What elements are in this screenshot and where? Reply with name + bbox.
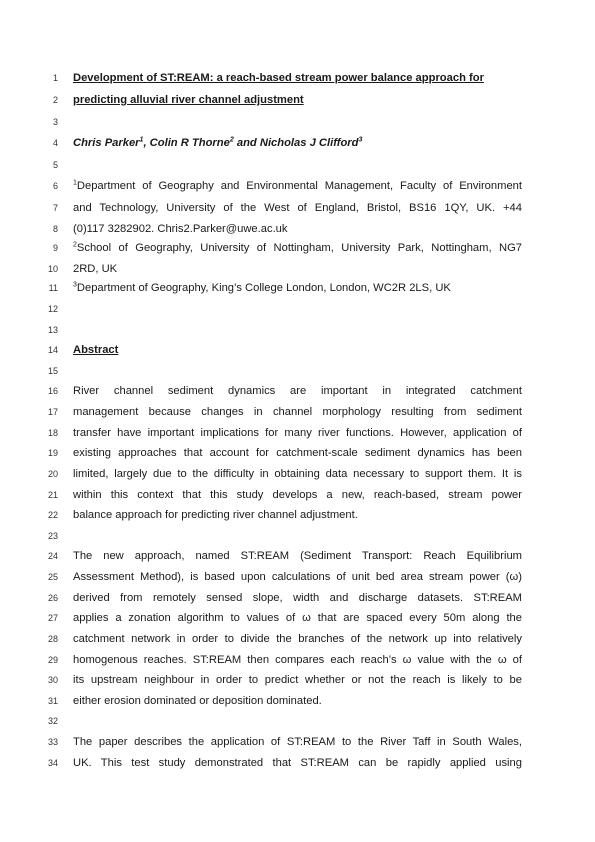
line-number: 27 (47, 613, 58, 623)
manuscript-line (0, 361, 595, 381)
abstract-text-line: its upstream neighbour in order to predict whether or not the reach is likely to be (73, 674, 522, 686)
line-number: 7 (52, 203, 58, 213)
line-number: 24 (47, 551, 58, 561)
line-number: 1 (52, 73, 58, 83)
line-number: 33 (47, 737, 58, 747)
affiliation-marker: 1 (139, 136, 144, 144)
line-number: 5 (52, 160, 58, 170)
manuscript-line (0, 381, 595, 401)
abstract-text-line: management because changes in channel morphology resulting from sediment (73, 406, 522, 418)
manuscript-line (0, 176, 595, 196)
affiliation-2-line-2: 2RD, UK (73, 263, 118, 275)
manuscript-line (0, 629, 595, 649)
line-number: 22 (47, 510, 58, 520)
line-number: 8 (52, 224, 58, 234)
author-list (73, 133, 522, 153)
line-number: 9 (52, 243, 58, 253)
abstract-text-line: UK. This test study demonstrated that ST:REAM can be rapidly applied using (73, 757, 522, 769)
manuscript-line (0, 90, 595, 110)
abstract-text-line: homogenous reaches. ST:REAM then compares each reach’s ω value with the ω of (73, 654, 522, 666)
line-number: 30 (47, 675, 58, 685)
abstract-text-line: Assessment Method), is based upon calculations of unit bed area stream power (ω) (73, 571, 522, 583)
author-name: Chris Parker (73, 137, 140, 149)
abstract-text-line: either erosion dominated or deposition dominated. (73, 695, 322, 707)
line-number: 21 (47, 490, 58, 500)
affiliation-marker: 3 (358, 136, 363, 144)
line-number: 29 (47, 655, 58, 665)
line-number: 11 (48, 283, 58, 293)
line-number: 25 (47, 572, 58, 582)
manuscript-line (0, 691, 595, 711)
affiliation-marker: 2 (73, 241, 77, 249)
line-number: 18 (47, 428, 58, 438)
manuscript-line (0, 650, 595, 670)
line-number: 26 (47, 593, 58, 603)
line-number: 15 (47, 366, 58, 376)
affiliation-3-line-1: $^3$Department of Geography, King’s College London, London, WC2R 2LS, UK (73, 281, 451, 294)
line-number: 20 (47, 469, 58, 479)
manuscript-line (0, 219, 595, 239)
abstract-heading: Abstract (73, 344, 119, 356)
manuscript-line (0, 526, 595, 546)
affiliation-marker: 1 (73, 179, 77, 187)
manuscript-line (0, 485, 595, 505)
line-number: 23 (47, 531, 58, 541)
abstract-text-line: balance approach for predicting river channel adjustment. (73, 509, 358, 521)
manuscript-line (0, 340, 595, 360)
manuscript-line (0, 753, 595, 773)
author-name: Colin R Thorne (149, 137, 230, 149)
line-number: 34 (47, 758, 58, 768)
affiliation-1-line-1: $^1$Department of Geography and Environmental Management, Faculty of Environment (73, 179, 522, 192)
author-separator: and (233, 137, 260, 149)
manuscript-line (0, 546, 595, 566)
author-name: Nicholas J Clifford (259, 137, 359, 149)
manuscript-line (0, 732, 595, 752)
affiliation-marker: 3 (73, 281, 77, 289)
abstract-text-line: limited, largely due to the difficulty in obtaining data necessary to support them. It is (73, 468, 522, 480)
line-number: 4 (52, 138, 58, 148)
manuscript-line (0, 299, 595, 319)
abstract-text-line: The paper describes the application of ST:REAM to the River Taff in South Wales, (73, 736, 522, 748)
abstract-text-line: transfer have important implications for many river functions. However, application of (73, 427, 522, 439)
manuscript-line (0, 112, 595, 132)
line-number: 13 (47, 325, 58, 335)
line-number: 28 (47, 634, 58, 644)
line-number: 32 (47, 716, 58, 726)
line-number: 12 (47, 304, 58, 314)
manuscript-line (0, 402, 595, 422)
manuscript-line (0, 133, 595, 153)
manuscript-line (0, 278, 595, 298)
line-number: 10 (47, 264, 58, 274)
affiliation-1-line-2: and Technology, University of the West of England, Bristol, BS16 1QY, UK. +44 (73, 202, 522, 214)
line-number: 6 (52, 181, 58, 191)
abstract-text-line: derived from remotely sensed slope, width and discharge datasets. ST:REAM (73, 592, 522, 604)
manuscript-line (0, 259, 595, 279)
abstract-text-line: within this context that this study develops a new, reach-based, stream power (73, 489, 522, 501)
paper-title-line-1: Development of ST:REAM: a reach-based stream power balance approach for (73, 72, 484, 84)
abstract-text-line: River channel sediment dynamics are important in integrated catchment (73, 385, 522, 397)
manuscript-line (0, 155, 595, 175)
author-separator: , (143, 137, 150, 149)
manuscript-line (0, 505, 595, 525)
manuscript-line (0, 238, 595, 258)
manuscript-line (0, 711, 595, 731)
manuscript-line (0, 443, 595, 463)
affiliation-2-line-1: $^2$School of Geography, University of Nottingham, University Park, Nottingham, NG7 (73, 241, 522, 254)
abstract-text-line: existing approaches that account for catchment-scale sediment dynamics has been (73, 447, 522, 459)
manuscript-line (0, 567, 595, 587)
line-number: 31 (47, 696, 58, 706)
manuscript-line (0, 588, 595, 608)
manuscript-line (0, 670, 595, 690)
manuscript-line (0, 320, 595, 340)
abstract-text-line: applies a zonation algorithm to values of ω that are spaced every 50m along the (73, 612, 522, 624)
line-number: 14 (47, 345, 58, 355)
line-number: 2 (52, 95, 58, 105)
line-number: 19 (47, 448, 58, 458)
affiliation-1-line-3: (0)117 3282902. Chris2.Parker@uwe.ac.uk (73, 223, 288, 235)
abstract-text-line: catchment network in order to divide the branches of the network up into relatively (73, 633, 522, 645)
manuscript-line (0, 198, 595, 218)
affiliation-marker: 2 (229, 136, 234, 144)
line-number: 17 (47, 407, 58, 417)
manuscript-line (0, 464, 595, 484)
line-number: 3 (52, 117, 58, 127)
line-number: 16 (47, 386, 58, 396)
manuscript-line (0, 68, 595, 88)
manuscript-line (0, 608, 595, 628)
paper-title-line-2: predicting alluvial river channel adjustment (73, 94, 304, 106)
abstract-text-line: The new approach, named ST:REAM (Sediment Transport: Reach Equilibrium (73, 550, 522, 562)
manuscript-line (0, 423, 595, 443)
